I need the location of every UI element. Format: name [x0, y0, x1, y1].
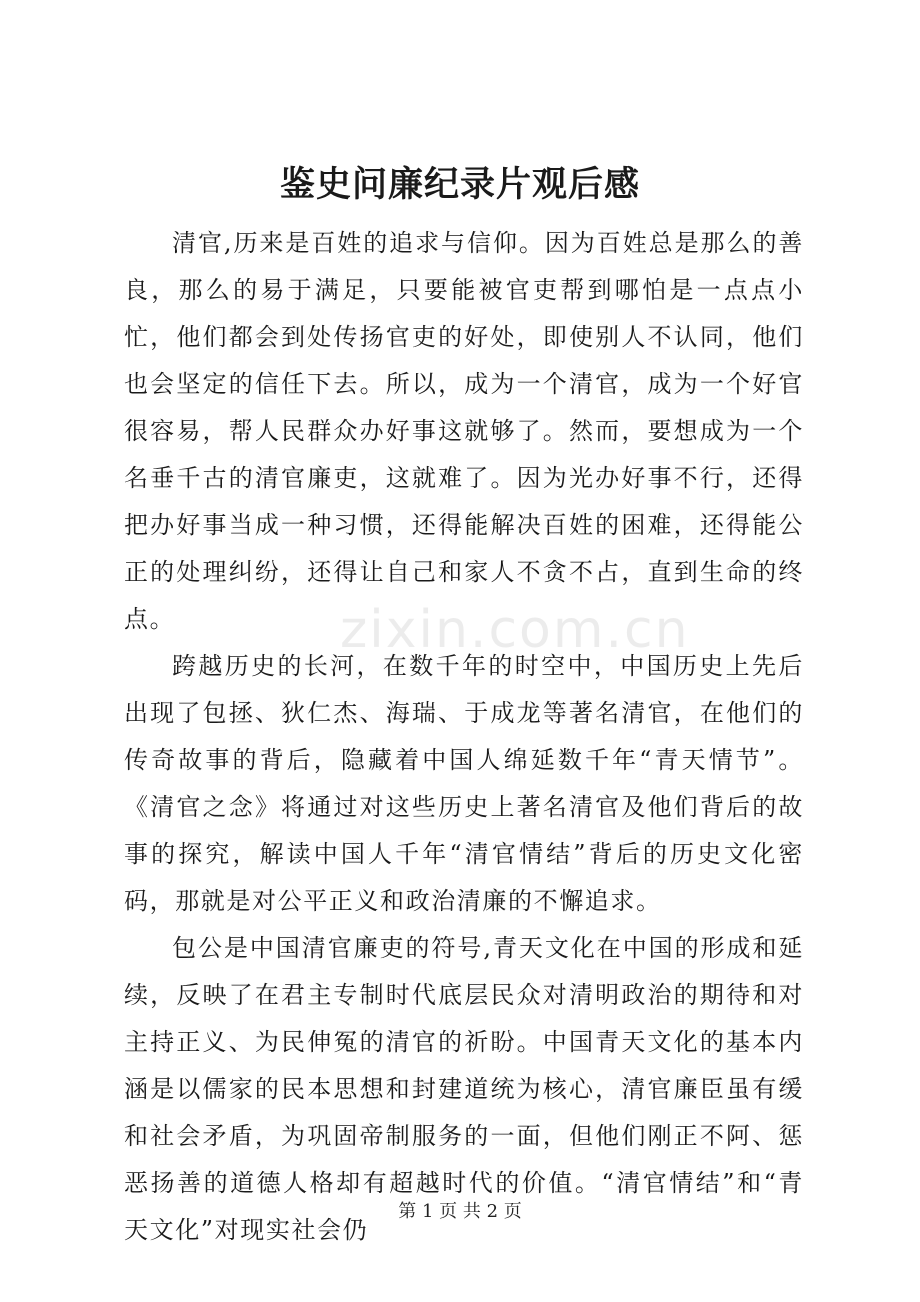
- page-footer: 第 1 页 共 2 页: [398, 1201, 522, 1222]
- watermark: zixin.com.cn: [340, 600, 690, 660]
- document-title: 鉴史问廉纪录片观后感: [279, 164, 640, 205]
- paragraph-2: 跨越历史的长河，在数千年的时空中，中国历史上先后出现了包拯、狄仁杰、海瑞、于成龙等著名清官，在他们的传奇故事的背后，隐藏着中国人绵延数千年“青天情节”。《清官之念》将通过对这些历史上著名清官及他们背后的故事的探究，解读中国人千年“清官情结”背后的历史文化密码，那就是对公平正义和政治清廉的不懈追求。: [124, 652, 804, 915]
- paragraph-3: 包公是中国清官廉吏的符号,青天文化在中国的形成和延续，反映了在君主专制时代底层民众对清明政治的期待和对主持正义、为民伸冤的清官的祈盼。中国青天文化的基本内涵是以儒家的民本思想和封建道统为核心，清官廉臣虽有缓和社会矛盾，为巩固帝制服务的一面，但他们刚正不阿、惩恶扬善的道德人格却有超越时代的价值。“清官情结”和“青天文化”对现实社会仍: [124, 934, 804, 1244]
- paragraph-1: 清官,历来是百姓的追求与信仰。因为百姓总是那么的善良，那么的易于满足，只要能被官吏帮到哪怕是一点点小忙，他们都会到处传扬官吏的好处，即使别人不认同，他们也会坚定的信任下去。所以，成为一个清官，成为一个好官很容易，帮人民群众办好事这就够了。然而，要想成为一个名垂千古的清官廉吏，这就难了。因为光办好事不行，还得把办好事当成一种习惯，还得能解决百姓的困难，还得能公正的处理纠纷，还得让自己和家人不贪不占，直到生命的终点。: [124, 229, 804, 633]
- document-body: [124, 220, 804, 1254]
